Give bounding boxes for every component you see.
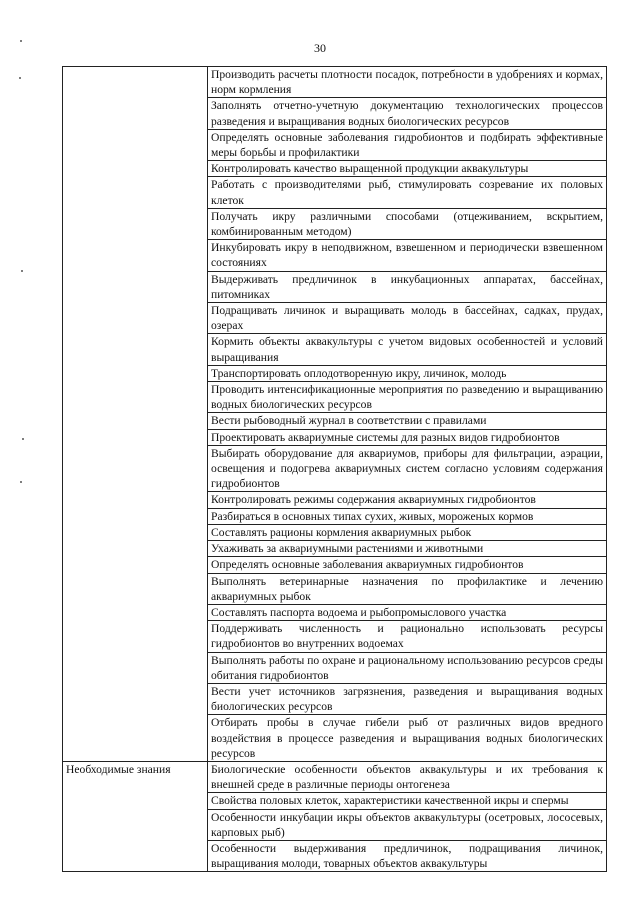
scan-speck: [20, 40, 22, 42]
requirement-item: Определять основные заболевания аквариумных гидробионтов: [208, 557, 607, 573]
requirement-item: Биологические особенности объектов аквакультуры и их требования к внешней среде в различные периоды онтогенеза: [208, 761, 607, 792]
requirement-item: Работать с производителями рыб, стимулировать созревание их половых клеток: [208, 177, 607, 208]
requirement-item: Заполнять отчетно-учетную документацию технологических процессов разведения и выращивания водных биологических ресурсов: [208, 98, 607, 129]
requirement-item: Выдерживать предличинок в инкубационных аппаратах, бассейнах, питомниках: [208, 271, 607, 302]
table-row: [63, 67, 607, 98]
requirement-item: Проводить интенсификационные мероприятия по разведению и выращиванию водных биологических ресурсов: [208, 382, 607, 413]
requirement-item: Вести учет источников загрязнения, разведения и выращивания водных биологических ресурсов: [208, 683, 607, 714]
requirement-item: Составлять паспорта водоема и рыбопромыслового участка: [208, 604, 607, 620]
requirement-item: Получать икру различными способами (отцеживанием, вскрытием, комбинированным методом): [208, 208, 607, 239]
requirement-item: Особенности выдерживания предличинок, подращивания личинок, выращивания молоди, товарных объектов аквакультуры: [208, 840, 607, 871]
requirement-item: Производить расчеты плотности посадок, потребности в удобрениях и кормах, норм кормления: [208, 67, 607, 98]
requirement-item: Подращивать личинок и выращивать молодь в бассейнах, садках, прудах, озерах: [208, 303, 607, 334]
requirement-item: Контролировать режимы содержания аквариумных гидробионтов: [208, 492, 607, 508]
section-label: Необходимые знания: [63, 761, 208, 871]
page-number: 30: [314, 41, 326, 55]
requirements-table-body: [63, 67, 607, 872]
requirement-item: Выбирать оборудование для аквариумов, приборы для фильтрации, аэрации, освещения и подогрева аквариумных систем согласно условиям содержания гидробионтов: [208, 445, 607, 492]
section-label: [63, 67, 208, 762]
table-row: [63, 761, 607, 792]
requirement-item: Проектировать аквариумные системы для разных видов гидробионтов: [208, 429, 607, 445]
requirement-item: Определять основные заболевания гидробионтов и подбирать эффективные меры борьбы и профилактики: [208, 129, 607, 160]
requirement-item: Ухаживать за аквариумными растениями и животными: [208, 541, 607, 557]
scan-speck: [22, 438, 24, 440]
scan-speck: [19, 77, 21, 79]
requirement-item: Вести рыбоводный журнал в соответствии с правилами: [208, 413, 607, 429]
requirement-item: Транспортировать оплодотворенную икру, личинок, молодь: [208, 365, 607, 381]
requirement-item: Выполнять ветеринарные назначения по профилактике и лечению аквариумных рыбок: [208, 573, 607, 604]
requirement-item: Разбираться в основных типах сухих, живых, мороженых кормов: [208, 508, 607, 524]
scan-speck: [20, 481, 22, 483]
requirements-table: [62, 66, 607, 872]
requirement-item: Контролировать качество выращенной продукции аквакультуры: [208, 161, 607, 177]
requirement-item: Инкубировать икру в неподвижном, взвешенном и периодически взвешенном состояниях: [208, 240, 607, 271]
requirement-item: Особенности инкубации икры объектов аквакультуры (осетровых, лососевых, карповых рыб): [208, 809, 607, 840]
requirement-item: Кормить объекты аквакультуры с учетом видовых особенностей и условий выращивания: [208, 334, 607, 365]
requirement-item: Выполнять работы по охране и рациональному использованию ресурсов среды обитания гидробионтов: [208, 652, 607, 683]
scan-speck: [21, 270, 23, 272]
requirement-item: Свойства половых клеток, характеристики качественной икры и спермы: [208, 793, 607, 809]
requirement-item: Поддерживать численность и рационально использовать ресурсы гидробионтов во внутренних водоемах: [208, 621, 607, 652]
requirement-item: Составлять рационы кормления аквариумных рыбок: [208, 524, 607, 540]
requirement-item: Отбирать пробы в случае гибели рыб от различных видов вредного воздействия в процессе разведения и выращивания водных биологических ресурсов: [208, 715, 607, 762]
